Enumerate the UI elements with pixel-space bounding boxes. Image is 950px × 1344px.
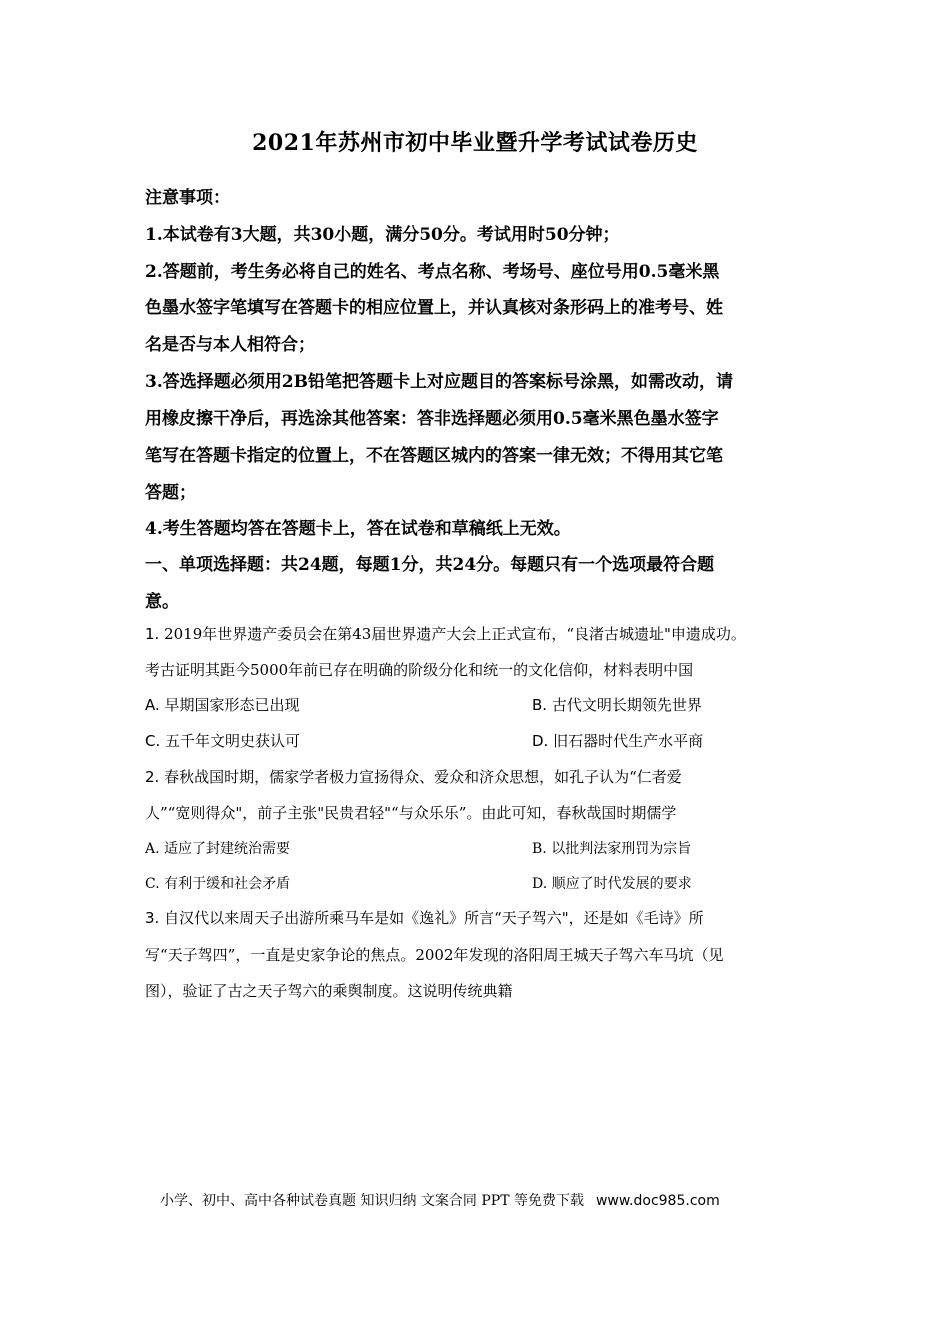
option-text: 古代文明长期领先世界 <box>547 696 702 714</box>
notice-line: 名是否与本人相符合； <box>145 335 315 355</box>
question-number: 1. <box>145 625 160 643</box>
question-text: 自汉代以来周天子出游所乘马车是如《逸礼》所言“天子驾六"，还是如《毛诗》所 <box>159 909 704 927</box>
page-title: 2021年苏州市初中毕业暨升学考试试卷历史 <box>252 130 698 156</box>
question-text: 2019年世界遗产委员会在第43届世界遗产大会上正式宣布，“良渚古城遗址"申遗成功。 <box>159 625 746 643</box>
option-letter: A. <box>145 841 160 857</box>
option-letter: B. <box>532 696 548 714</box>
notice-line: 用橡皮擦干净后，再选涂其他答案：答非选择题必须用0.5毫米黑色墨水签字 <box>145 409 719 429</box>
option-letter: C. <box>145 876 160 892</box>
option-text: 适应了封建统治需要 <box>159 841 291 857</box>
option-text: 顺应了时代发展的要求 <box>547 876 692 892</box>
option-letter: C. <box>145 732 161 750</box>
option-text: 早期国家形态已出现 <box>159 696 300 714</box>
question-number: 2. <box>145 768 160 786</box>
question-2-option-a <box>145 838 290 858</box>
footer-site-link[interactable]: www.doc985.com <box>595 1193 720 1209</box>
question-1-option-d <box>532 730 703 751</box>
option-text: 旧石器时代生产水平商 <box>548 732 704 750</box>
question-text: 春秋战国时期，儒家学者极力宣扬得众、爱众和济众思想，如孔子认为“仁者爱 <box>159 768 682 786</box>
notice-line: 色墨水签字笔填写在答题卡的相应位置上，并认真核对条形码上的准考号、姓 <box>145 298 723 318</box>
notice-line: 4.考生答题均答在答题卡上，答在试卷和草稿纸上无效。 <box>145 519 571 539</box>
option-text: 五千年文明史获认可 <box>160 732 301 750</box>
question-3-stem <box>145 907 704 928</box>
question-2-option-d <box>532 873 692 893</box>
notice-line: 3.答选择题必须用2B铅笔把答题卡上对应题目的答案标号涂黑，如需改动，请 <box>145 372 733 392</box>
section-heading-cont: 意。 <box>145 592 179 612</box>
notice-line: 笔写在答题卡指定的位置上，不在答题区城内的答案一律无效；不得用其它笔 <box>145 446 723 466</box>
question-1-option-c <box>145 730 300 751</box>
question-2-option-b <box>532 838 691 858</box>
option-letter: A. <box>145 696 160 714</box>
question-1-stem <box>145 623 746 644</box>
notice-heading: 注意事项： <box>145 188 230 208</box>
option-letter: D. <box>532 876 548 892</box>
page-footer <box>160 1190 720 1210</box>
question-3-stem-cont: 写“天子驾四”，一直是史家争论的焦点。2002年发现的洛阳周王城天子驾六车马坑（见 <box>145 946 724 964</box>
footer-text: 小学、初中、高中各种试卷真题 知识归纳 文案合同 PPT 等免费下载 <box>160 1193 584 1209</box>
notice-line: 1.本试卷有3大题，共30小题，满分50分。考试用时50分钟； <box>145 225 620 245</box>
question-1-stem-cont: 考古证明其距今5000年前已存在明确的阶级分化和统一的文化信仰，材料表明中国 <box>145 661 694 679</box>
option-letter: D. <box>532 732 549 750</box>
option-letter: B. <box>532 841 547 857</box>
question-number: 3. <box>145 909 160 927</box>
notice-line: 答题； <box>145 483 196 503</box>
notice-line: 2.答题前，考生务必将自己的姓名、考点名称、考场号、座位号用0.5毫米黑 <box>145 262 720 282</box>
question-1-option-b <box>532 694 702 715</box>
question-1-option-a <box>145 694 300 715</box>
question-2-option-c <box>145 873 290 893</box>
option-text: 有利于缓和社会矛盾 <box>159 876 291 892</box>
question-2-stem <box>145 766 682 787</box>
section-heading: 一、单项选择题：共24题，每题1分，共24分。每题只有一个选项最符合题 <box>145 555 715 575</box>
question-3-stem-cont: 图），验证了古之天子驾六的乘舆制度。这说明传统典籍 <box>145 982 513 1000</box>
question-2-stem-cont: 人”“宽则得众"，前子主张"民贵君轻"“与众乐乐”。由此可知，春秋哉国时期儒学 <box>145 804 677 822</box>
option-text: 以批判法家刑罚为宗旨 <box>546 841 692 857</box>
